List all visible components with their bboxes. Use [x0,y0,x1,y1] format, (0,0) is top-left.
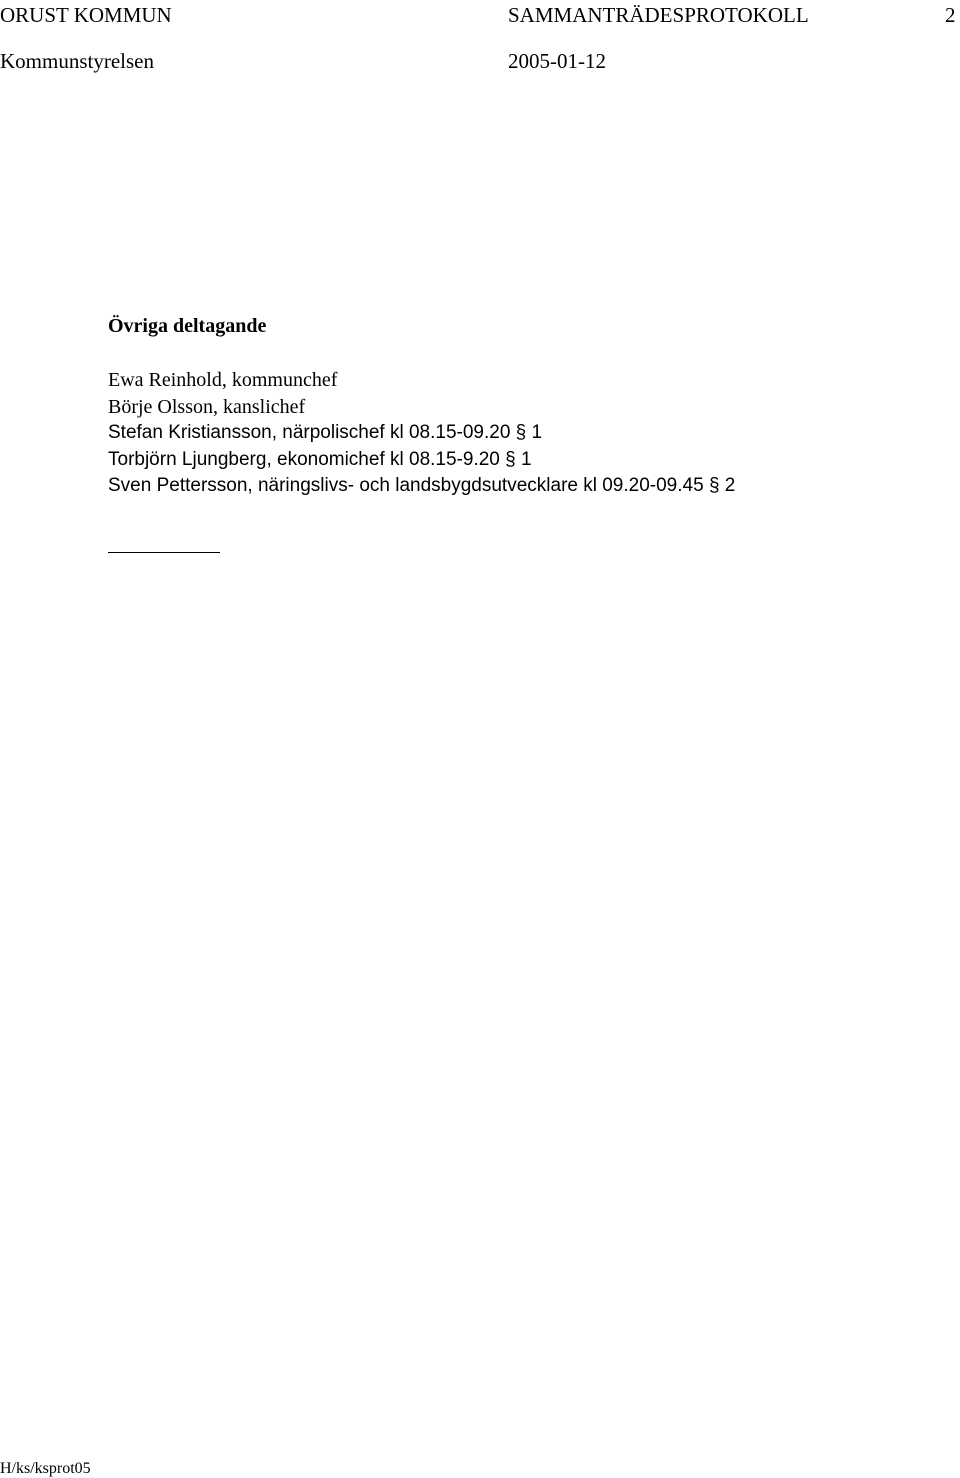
meeting-date: 2005-01-12 [508,49,606,73]
participant-list [108,370,735,503]
participant-item: Stefan Kristiansson, närpolischef kl 08.15-09.20 § 1 [108,422,543,443]
participant-item: Börje Olsson, kanslichef [108,395,306,418]
participant-item: Ewa Reinhold, kommunchef [108,369,338,391]
page-number: 2 [945,3,956,27]
footnote-separator [108,552,220,553]
footer-file-path: H/ks/ksprot05 [0,1460,91,1477]
section-heading: Övriga deltagande [108,315,267,337]
municipality-name: ORUST KOMMUN [0,3,172,27]
participant-item: Sven Pettersson, näringslivs- och landsbygdsutvecklare kl 09.20-09.45 § 2 [108,475,736,496]
committee-name: Kommunstyrelsen [0,49,154,73]
participant-item: Torbjörn Ljungberg, ekonomichef kl 08.15-9.20 § 1 [108,448,532,470]
document-type: SAMMANTRÄDESPROTOKOLL [508,3,809,27]
